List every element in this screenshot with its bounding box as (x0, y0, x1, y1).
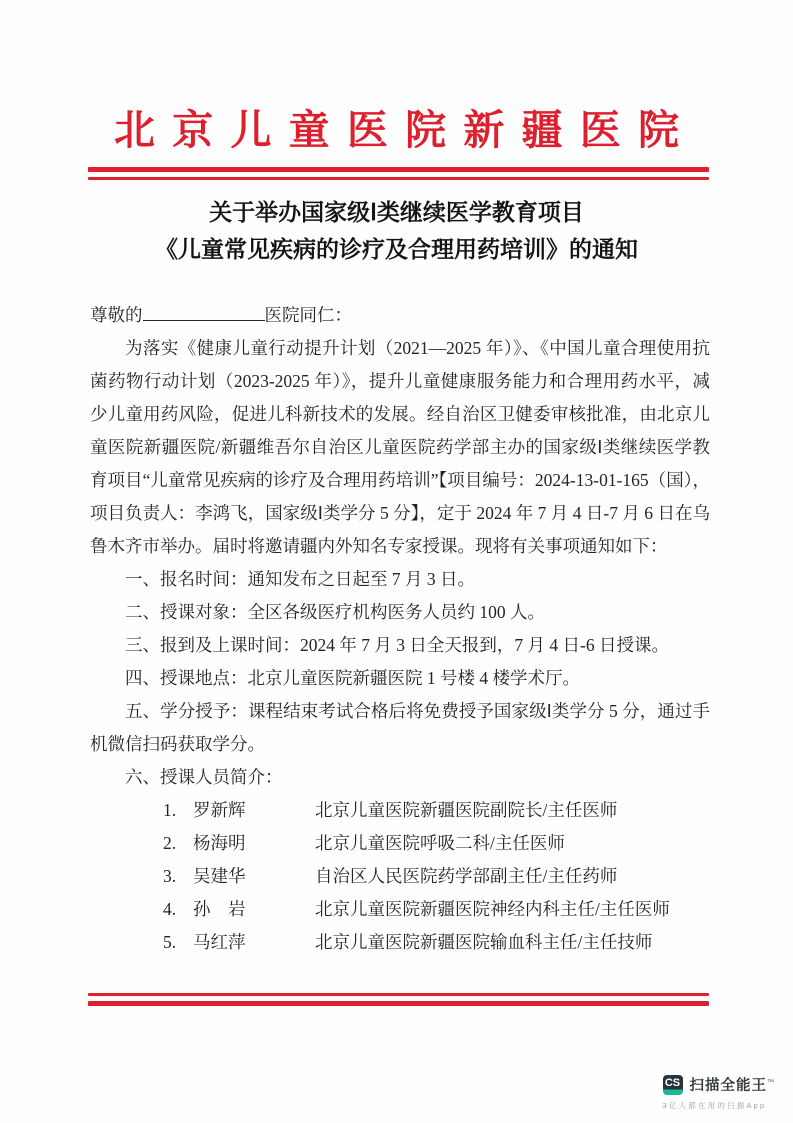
speaker-row (90, 794, 710, 827)
speaker-row (90, 926, 710, 959)
camscanner-app-name (690, 1074, 776, 1095)
salutation-suffix: 医院同仁： (264, 305, 352, 325)
list-item-2: 二、授课对象：全区各级医疗机构医务人员约 100 人。 (125, 602, 545, 622)
speaker-name: 孙 岩 (193, 899, 246, 919)
list-item-1: 一、报名时间：通知发布之日起至 7 月 3 日。 (125, 569, 475, 589)
speaker-name: 罗新辉 (193, 800, 246, 820)
speaker-number: 3. (163, 866, 177, 886)
camscanner-app-name-text: 扫描全能王 (689, 1078, 767, 1094)
letterhead-hospital-name: 北京儿童医院新疆医院 (114, 107, 697, 153)
list-item-4: 四、授课地点：北京儿童医院新疆医院 1 号楼 4 楼学术厅。 (125, 668, 580, 688)
speaker-name: 马红萍 (193, 932, 246, 952)
divider-line-thin (88, 993, 709, 996)
speaker-row (90, 827, 710, 860)
footer-divider (88, 993, 709, 1006)
notice-title-line1: 关于举办国家级Ⅰ类继续医学教育项目 (209, 199, 584, 225)
notice-body (90, 299, 710, 959)
speaker-row (90, 893, 710, 926)
speaker-row (90, 860, 710, 893)
speaker-number: 2. (163, 833, 177, 853)
speaker-role: 北京儿童医院新疆医院输血科主任/主任技师 (315, 932, 653, 952)
notice-title-line2: 《儿童常见疾病的诊疗及合理用药培训》的通知 (155, 236, 638, 262)
speaker-number: 1. (163, 800, 177, 820)
speaker-role: 北京儿童医院新疆医院神经内科主任/主任医师 (315, 899, 670, 919)
speaker-role: 北京儿童医院呼吸二科/主任医师 (315, 833, 565, 853)
salutation-prefix: 尊敬的 (90, 305, 143, 325)
blank-underline (143, 303, 265, 322)
speaker-name: 杨海明 (193, 833, 246, 853)
divider-line-thin (88, 177, 709, 180)
camscanner-app-icon (663, 1075, 683, 1095)
divider-line-thick (88, 1001, 709, 1006)
camscanner-logo-text: CS (664, 1077, 681, 1089)
speaker-role: 自治区人民医院药学部副主任/主任药师 (315, 866, 618, 886)
letterhead-divider (88, 167, 709, 180)
camscanner-tagline: 3亿人都在用的扫描App (662, 1101, 767, 1110)
camscanner-branding (663, 1074, 776, 1095)
intro-paragraph: 为落实《健康儿童行动提升计划（2021—2025 年）》、《中国儿童合理使用抗菌药物行动计划（2023-2025 年）》，提升儿童健康服务能力和合理用药水平，减少儿童用药风险，促进儿科新技术的发展。经自治区卫健委审核批准，由北京儿童医院新疆医院/新疆维吾尔自治区儿童医院药学部主办的国家级Ⅰ类继续医学教育项目“儿童常见疾病的诊疗及合理用药培训”【项目编号：2024-13-01-165（国），项目负责人：李鸿飞，国家级Ⅰ类学分 5 分】，定于 2024 年 7 月 4 日-7 月 6 日在乌鲁木齐市举办。届时将邀请疆内外知名专家授课。现将有关事项通知如下： (90, 338, 710, 556)
salutation (90, 299, 710, 332)
speaker-name: 吴建华 (193, 866, 246, 886)
speaker-number: 5. (163, 932, 177, 952)
speaker-role: 北京儿童医院新疆医院副院长/主任医师 (315, 800, 618, 820)
list-item-3: 三、报到及上课时间：2024 年 7 月 3 日全天报到，7 月 4 日-6 日授课。 (125, 635, 669, 655)
trademark-symbol: ™ (767, 1079, 775, 1087)
notice-title (0, 194, 793, 268)
divider-line-thick (88, 167, 709, 172)
list-item-6: 六、授课人员简介： (125, 767, 283, 787)
camscanner-watermark (663, 1074, 776, 1111)
speaker-number: 4. (163, 899, 177, 919)
list-item-5: 五、学分授予：课程结束考试合格后将免费授予国家级Ⅰ类学分 5 分，通过手机微信扫码获取学分。 (90, 701, 710, 754)
